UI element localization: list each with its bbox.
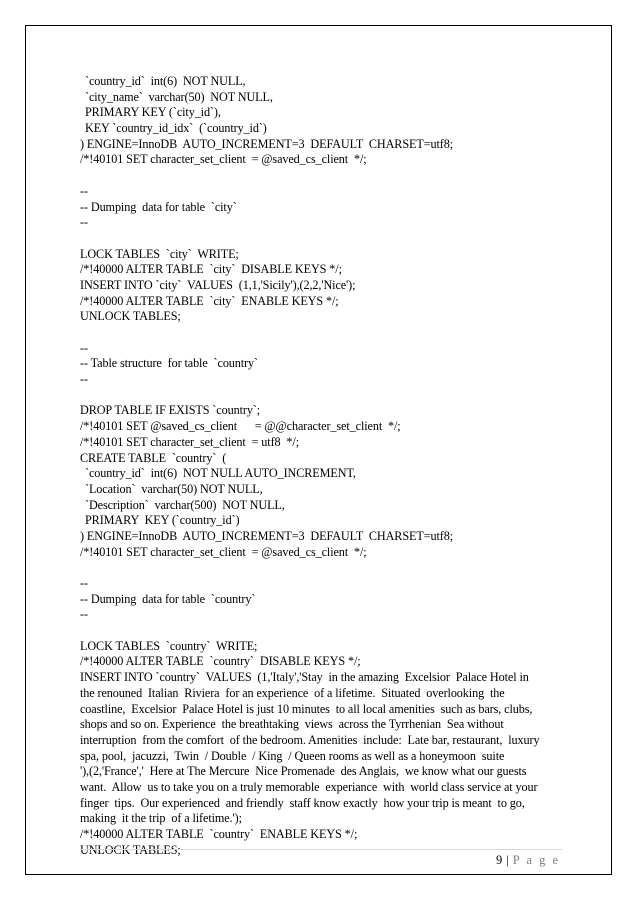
text-line: ) ENGINE=InnoDB AUTO_INCREMENT=3 DEFAULT CHARSET=utf8; <box>80 528 453 543</box>
text-line: /*!40101 SET character_set_client = @saved_cs_client */; <box>80 152 367 167</box>
text-line: /*!40000 ALTER TABLE `city` DISABLE KEYS */; <box>80 262 342 277</box>
text-line: DROP TABLE IF EXISTS `country`; <box>80 403 261 418</box>
text-line: LOCK TABLES `country` WRITE; <box>80 638 258 653</box>
text-line: shops and so on. Experience the breathtaking views across the Tyrrhenian Sea without <box>80 717 504 732</box>
blank-line <box>80 560 560 576</box>
blank-line <box>80 388 560 404</box>
text-line: UNLOCK TABLES; <box>80 842 181 857</box>
text-line: LOCK TABLES `city` WRITE; <box>80 246 239 261</box>
text-line: /*!40000 ALTER TABLE `city` ENABLE KEYS */; <box>80 293 339 308</box>
text-line: UNLOCK TABLES; <box>80 309 181 324</box>
text-line: INSERT INTO `city` VALUES (1,1,'Sicily'),(2,2,'Nice'); <box>80 277 356 292</box>
document-body <box>80 74 560 858</box>
footer-separator: | <box>506 853 509 867</box>
blank-line <box>80 231 560 247</box>
text-line: -- <box>80 215 88 230</box>
text-line: -- Dumping data for table `city` <box>80 199 237 214</box>
text-line: KEY `country_id_idx` (`country_id`) <box>85 121 267 136</box>
text-line: INSERT INTO `country` VALUES (1,'Italy','Stay in the amazing Excelsior Palace Hotel in <box>80 670 529 685</box>
text-line: coastline, Excelsior Palace Hotel is just 10 minutes to all local amenities such as bars, clubs, <box>80 701 533 716</box>
text-line: /*!40000 ALTER TABLE `country` DISABLE KEYS */; <box>80 654 361 669</box>
blank-line <box>80 623 560 639</box>
page-number: 9 <box>496 853 503 867</box>
text-line: making it the trip of a lifetime.'); <box>80 811 242 826</box>
blank-line <box>80 325 560 341</box>
text-line: `city_name` varchar(50) NOT NULL, <box>85 89 273 104</box>
page-label: P a g e <box>512 853 560 867</box>
text-line: CREATE TABLE `country` ( <box>80 450 227 465</box>
text-line: /*!40101 SET character_set_client = utf8 */; <box>80 434 299 449</box>
text-line: -- <box>80 340 88 355</box>
text-line: -- Table structure for table `country` <box>80 356 258 371</box>
text-line: interruption from the comfort of the bedroom. Amenities include: Late bar, restaurant, luxury <box>80 732 540 747</box>
text-line: /*!40101 SET character_set_client = @saved_cs_client */; <box>80 544 367 559</box>
text-line: PRIMARY KEY (`city_id`), <box>85 105 221 120</box>
text-line: the renouned Italian Riviera for an experience of a lifetime. Situated overlooking the <box>80 685 505 700</box>
text-line: /*!40101 SET @saved_cs_client = @@character_set_client */; <box>80 419 401 434</box>
text-line: -- Dumping data for table `country` <box>80 591 256 606</box>
footer-divider <box>80 849 562 850</box>
text-line: `Description` varchar(500) NOT NULL, <box>85 497 285 512</box>
text-line: PRIMARY KEY (`country_id`) <box>85 513 240 528</box>
page-footer <box>496 852 560 868</box>
text-line: -- <box>80 372 88 387</box>
text-line: spa, pool, jacuzzi, Twin / Double / King / Queen rooms as well as a honeymoon suite <box>80 748 505 763</box>
text-line: finger tips. Our experienced and friendly staff know exactly how your trip is meant to go, <box>80 795 525 810</box>
text-line: -- <box>80 183 88 198</box>
text-line: want. Allow us to take you on a truly memorable experiance with world class service at your <box>80 779 538 794</box>
text-line: -- <box>80 576 88 590</box>
text-line: '),(2,'France',' Here at The Mercure Nice Promenade des Anglais, we know what our guests <box>80 764 527 779</box>
text-line: `Location` varchar(50) NOT NULL, <box>85 481 263 496</box>
text-line: -- <box>80 607 88 622</box>
blank-line <box>80 168 560 184</box>
text-line: ) ENGINE=InnoDB AUTO_INCREMENT=3 DEFAULT CHARSET=utf8; <box>80 136 453 151</box>
text-line: `country_id` int(6) NOT NULL AUTO_INCREMENT, <box>85 466 356 481</box>
text-line: /*!40000 ALTER TABLE `country` ENABLE KEYS */; <box>80 827 358 841</box>
text-line: `country_id` int(6) NOT NULL, <box>85 74 246 88</box>
